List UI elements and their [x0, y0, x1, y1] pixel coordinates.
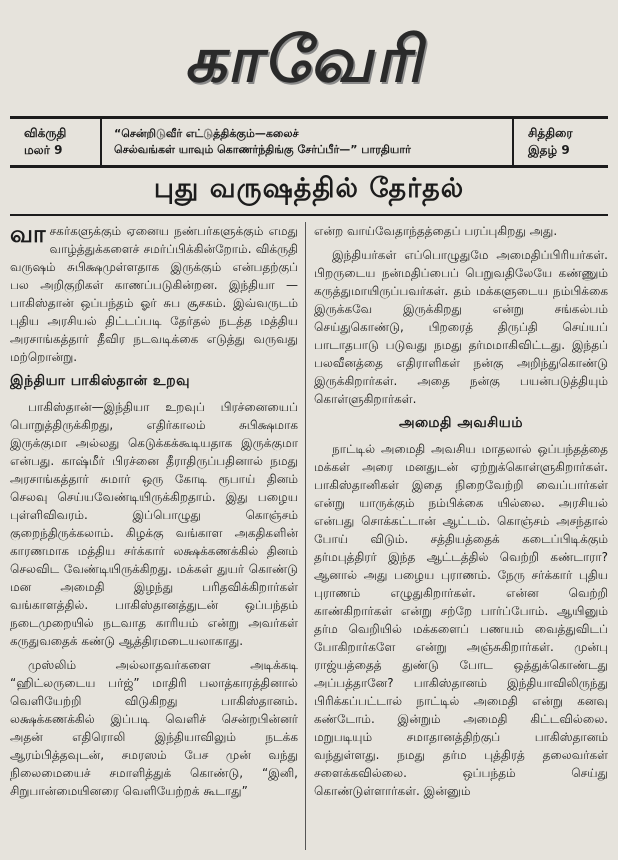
article-column-left: [10, 222, 298, 850]
drop-cap: வா: [10, 222, 46, 248]
paragraph: இந்தியர்கள் எப்பொழுதுமே அமைதிப்பிரியர்கள். பிறருடைய நன்மதிப்பைப் பெறுவதிலேயே கண்ணும் கருத்துமாயிருப்பவர்கள். தம் மக்களுடைய நம்பிக்கை இருக்கவே இருக்கிறது என்று சங்கல்பம் செய்துகொண்டு, பிறரைத் திருப்தி செய்யப் பாடாதபாடு படுவது நமது தர்மமாகிவிட்டது. இந்தப் பலவீனத்தை எதிராளிகள் நன்கு அறிந்துகொண்டு இருக்கிறார்கள். அதை நன்கு பயன்படுத்தியும் கொள்ளுகிறார்கள்.: [314, 248, 608, 406]
paragraph: முஸ்லிம் அல்லாதவர்களை அடிக்கடி “ஹிட்லருடைய பர்ஜ்” மாதிரி பலாத்காரத்தினால் வெளியேற்றி விடுகிறது பாகிஸ்தானம். லக்ஷக்கணக்கில் இப்படி வெளிச் சென்றபின்னர் அதன் எதிரொலி இந்தியாவிலும் நடக்க ஆரம்பித்தவுடன், சமரஸம் பேச முன் வந்து நிலைமையைச் சமாளித்துக் கொண்டு, “இனி, சிறுபான்மையினரை வெளியேற்றக் கூடாது”: [10, 658, 298, 798]
issue-number-label: இதழ் 9: [528, 143, 570, 157]
paragraph: நாட்டில் அமைதி அவசிய மாதலால் ஒப்பந்தத்தை மக்கள் அரை மனதுடன் ஏற்றுக்கொள்ளுகிறார்கள். பாகிஸ்தானிகள் இதை நிறைவேற்றி வைப்பார்கள் என்று யாருக்கும் நம்பிக்கை யில்லை. அரசியல் என்பது சொக்கட்டான் ஆட்டம். கொஞ்சம் அசந்தால் போய் விடும். சத்தியத்தைக் கடைப்பிடிக்கும் தர்மபுத்திரர் இந்த ஆட்டத்தில் வெற்றி கண்டாரா? ஆனால் அது பழைய புராணம். நேரு சர்க்கார் புதிய புராணம் எழுதுகிறார்கள். என்ன வெற்றி காண்கிறார்கள் என்று சற்றே பார்ப்போம். ஆயினும் தர்ம வெறியில் மக்களைப் பணயம் வைத்துவிடப் போகிறார்களே என்று அஞ்சுகிறார்கள். முன்பு ராஜ்யத்தைத் துண்டு போட ஒத்துக்கொண்டது அப்பத்தானே? பாகிஸ்தானம் இந்தியாவிலிருந்து பிரிக்கப்பட்டால் நாட்டில் அமைதி என்று கனவு கண்டோம். இன்றும் அமைதி கிட்டவில்லை. மறுபடியும் சமாதானத்திற்குப் பாகிஸ்தானம் வந்துள்ளது. நமது தர்ம புத்திரத் தலைவர்கள் சளைக்கவில்லை. ஒப்பந்தம் செய்து கொண்டுள்ளார்கள். இன்னும்: [314, 442, 608, 798]
article-column-right: [314, 222, 608, 850]
volume-label: மலர் 9: [24, 143, 63, 157]
intro-text: சகர்களுக்கும் ஏனைய நண்பர்களுக்கும் எமது வாழ்த்துக்களைச் சமர்ப்பிக்கின்றோம். விக்ருதி வருஷம் சுபிக்ஷமுள்ளதாக இருக்கும் என்பதற்குப் பல அறிகுறிகள் காணப்படுகின்றன. இந்தியா — பாகிஸ்தான் ஒப்பந்தம் ஓர் சுப சூசகம். இவ்வருடம் புதிய அரசியல் திட்டப்படி தேர்தல் நடத்த மத்திய அரசாங்கத்தார் தீவிர நடவடிக்கை எடுத்து வருவது மற்றொன்று.: [10, 224, 298, 364]
intro-paragraph: [10, 222, 298, 366]
subheading-india-pakistan: இந்தியா பாகிஸ்தான் உறவு: [10, 373, 191, 389]
masthead-quote: [102, 119, 514, 165]
subheading-peace-needed: அமைதி அவசியம்: [398, 415, 524, 431]
column-divider: [305, 222, 306, 850]
year-label: விக்ருதி: [24, 125, 67, 140]
issue-info-right: [514, 119, 608, 165]
masthead-title: காவேரி: [181, 22, 437, 97]
quote-line-2: செல்வங்கள் யாவும் கொணர்ந்திங்கு சேர்ப்பீர்—” பாரதியார்: [114, 143, 411, 156]
issue-info-left: [10, 119, 102, 165]
month-label: சித்திரை: [528, 125, 573, 140]
headline: புது வருஷத்தில் தேர்தல்: [10, 166, 608, 216]
masthead: [0, 0, 618, 112]
issue-info-bar: [10, 116, 608, 168]
quote-line-1: “சென்றிடுவீர் எட்டுத்திக்கும்—கலைச்: [114, 127, 299, 141]
paragraph: என்ற வாய்வேதாந்தத்தைப் பரப்புகிறது அது.: [314, 224, 558, 238]
paragraph: பாகிஸ்தான்—இந்தியா உறவுப் பிரச்னையைப் பொறுத்திருக்கிறது, எதிர்காலம் சுபிக்ஷமாக இருக்குமா அல்லது கெடுக்கக்கூடியதாக இருக்குமா என்பது. காஷ்மீர் பிரச்னை தீராதிருப்பதினால் நமது அரசாங்கத்தார் சுமார் ஒரு கோடி ரூபாய் தினம் செலவு செய்யவேண்டியிருக்கிறதாம். இது பழைய புள்ளிவிவரம். இப்பொழுது கொஞ்சம் குறைந்திருக்கலாம். கிழக்கு வங்காள அகதிகளின் காரணமாக மத்திய சர்க்கார் லக்ஷக்கணக்கில் தினம் செலவிட வேண்டியிருக்கிறது. மக்கள் துயர் கொண்டு மன அமைதி இழந்து பரிதவிக்கிறார்கள் வங்காளத்தில். பாகிஸ்தானத்துடன் ஒப்பந்தம் நடைமுறையில் நடவாத காரியம் என்று அவர்கள் கருதுவதைக் கண்டு ஆத்திரமடையலாகாது.: [10, 400, 298, 648]
